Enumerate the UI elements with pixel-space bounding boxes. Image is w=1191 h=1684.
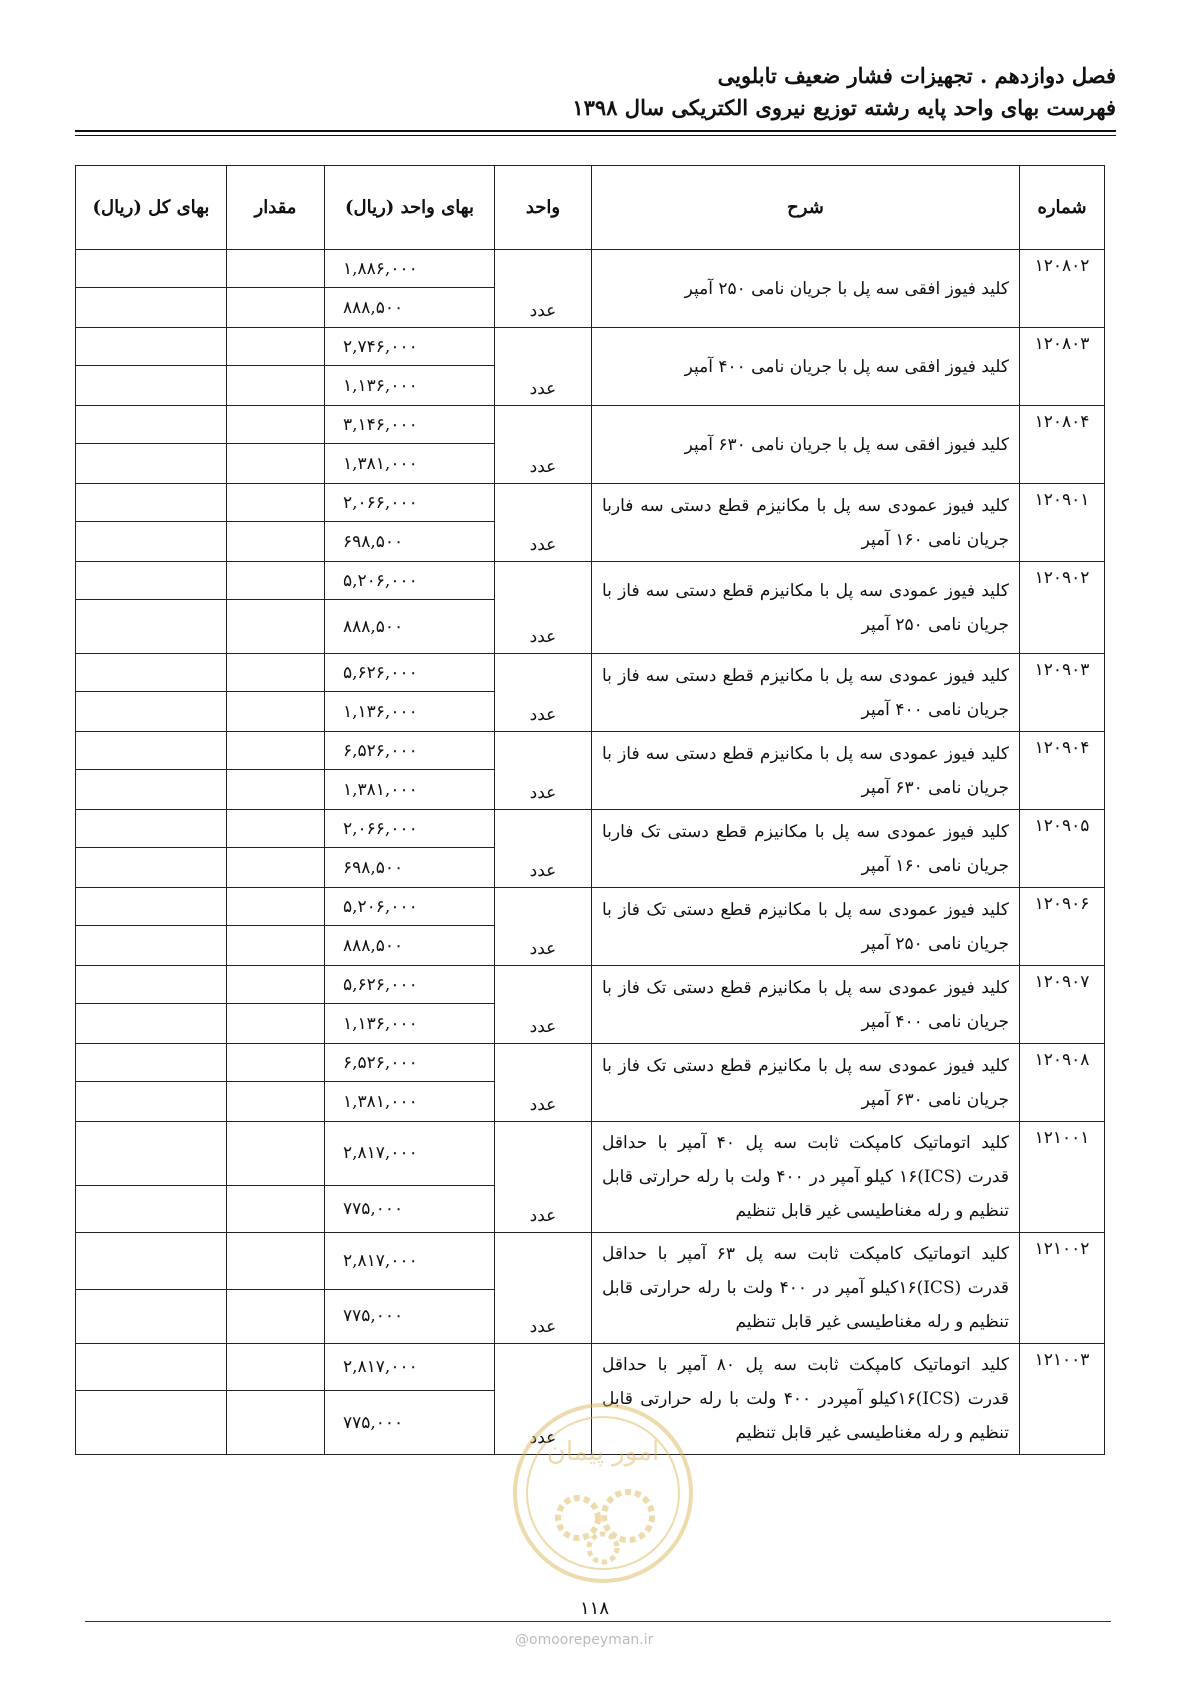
table-row — [76, 1344, 1105, 1391]
item-unit-price-alt: ۱,۳۸۱,۰۰۰ — [325, 444, 495, 484]
item-unit-price-alt: ۶۹۸,۵۰۰ — [325, 522, 495, 562]
item-description: کلید اتوماتیک کامپکت ثابت سه پل ۸۰ آمپر با حداقل قدرت (ICS)۱۶کیلو آمپردر ۴۰۰ ولت با رله حرارتی قابل تنظیم و رله مغناطیسی غیر قابل تنظیم — [592, 1344, 1020, 1455]
item-quantity-cell — [227, 654, 325, 692]
item-unit-price-alt: ۱,۳۸۱,۰۰۰ — [325, 1082, 495, 1122]
item-total-cell — [76, 250, 227, 288]
table-row — [76, 1122, 1105, 1186]
item-total-cell — [76, 406, 227, 444]
item-unit-price-alt: ۱,۱۳۶,۰۰۰ — [325, 366, 495, 406]
item-quantity-cell — [227, 484, 325, 522]
item-quantity-cell — [227, 328, 325, 366]
table-row — [76, 654, 1105, 692]
item-total-cell — [76, 288, 227, 328]
item-unit: عدد — [495, 328, 592, 406]
item-quantity-cell — [227, 1344, 325, 1391]
item-total-cell — [76, 848, 227, 888]
item-total-cell — [76, 1122, 227, 1186]
item-unit-price: ۲,۸۱۷,۰۰۰ — [325, 1344, 495, 1391]
item-quantity-cell — [227, 888, 325, 926]
item-number: ۱۲۱۰۰۳ — [1020, 1344, 1105, 1455]
item-total-cell — [76, 1391, 227, 1455]
item-unit: عدد — [495, 1344, 592, 1455]
item-number: ۱۲۰۸۰۴ — [1020, 406, 1105, 484]
list-title: فهرست بهای واحد پایه رشته توزیع نیروی الکتریکی سال ۱۳۹۸ — [572, 95, 1116, 120]
item-number: ۱۲۰۹۰۱ — [1020, 484, 1105, 562]
item-unit-price: ۵,۶۲۶,۰۰۰ — [325, 654, 495, 692]
item-description: کلید فیوز افقی سه پل با جریان نامی ۴۰۰ آمپر — [592, 328, 1020, 406]
seal-text: امور پیمان — [546, 1437, 660, 1467]
item-unit-price: ۲,۷۴۶,۰۰۰ — [325, 328, 495, 366]
item-quantity-cell — [227, 966, 325, 1004]
item-unit-price: ۲,۸۱۷,۰۰۰ — [325, 1122, 495, 1186]
item-quantity-cell — [227, 770, 325, 810]
item-number: ۱۲۱۰۰۲ — [1020, 1233, 1105, 1344]
item-total-cell — [76, 1044, 227, 1082]
item-description: کلید فیوز عمودی سه پل با مکانیزم قطع دستی تک فاز با جریان نامی ۶۳۰ آمپر — [592, 1044, 1020, 1122]
item-unit: عدد — [495, 888, 592, 966]
item-unit-price-alt: ۷۷۵,۰۰۰ — [325, 1391, 495, 1455]
item-quantity-cell — [227, 366, 325, 406]
item-description: کلید فیوز عمودی سه پل با مکانیزم قطع دستی تک فاز با جریان نامی ۲۵۰ آمپر — [592, 888, 1020, 966]
col-number-header: شماره — [1020, 166, 1105, 250]
col-quantity-header: مقدار — [227, 166, 325, 250]
item-description: کلید فیوز افقی سه پل با جریان نامی ۶۳۰ آمپر — [592, 406, 1020, 484]
item-number: ۱۲۰۹۰۵ — [1020, 810, 1105, 888]
table-row — [76, 888, 1105, 926]
col-unit-header: واحد — [495, 166, 592, 250]
col-description-header: شرح — [592, 166, 1020, 250]
item-unit: عدد — [495, 654, 592, 732]
item-unit: عدد — [495, 1044, 592, 1122]
item-number: ۱۲۰۹۰۳ — [1020, 654, 1105, 732]
item-description: کلید فیوز افقی سه پل با جریان نامی ۲۵۰ آمپر — [592, 250, 1020, 328]
item-total-cell — [76, 562, 227, 600]
item-total-cell — [76, 328, 227, 366]
page-header — [66, 60, 1116, 124]
item-unit-price-alt: ۱,۳۸۱,۰۰۰ — [325, 770, 495, 810]
item-number: ۱۲۰۹۰۸ — [1020, 1044, 1105, 1122]
table-row — [76, 562, 1105, 600]
item-total-cell — [76, 1082, 227, 1122]
item-quantity-cell — [227, 692, 325, 732]
item-unit-price: ۱,۸۸۶,۰۰۰ — [325, 250, 495, 288]
item-number: ۱۲۰۹۰۷ — [1020, 966, 1105, 1044]
item-unit-price: ۳,۱۴۶,۰۰۰ — [325, 406, 495, 444]
watermark-text: @omoorepeyman.ir — [515, 1632, 654, 1648]
item-number: ۱۲۰۹۰۶ — [1020, 888, 1105, 966]
item-total-cell — [76, 1344, 227, 1391]
item-unit-price-alt: ۱,۱۳۶,۰۰۰ — [325, 692, 495, 732]
item-quantity-cell — [227, 562, 325, 600]
item-quantity-cell — [227, 732, 325, 770]
item-description: کلید فیوز عمودی سه پل با مکانیزم قطع دستی سه فاز با جریان نامی ۲۵۰ آمپر — [592, 562, 1020, 654]
item-number: ۱۲۰۹۰۴ — [1020, 732, 1105, 810]
item-total-cell — [76, 1185, 227, 1232]
item-quantity-cell — [227, 1122, 325, 1186]
item-unit-price: ۵,۲۰۶,۰۰۰ — [325, 888, 495, 926]
item-unit-price: ۲,۰۶۶,۰۰۰ — [325, 484, 495, 522]
item-number: ۱۲۰۸۰۳ — [1020, 328, 1105, 406]
item-quantity-cell — [227, 1233, 325, 1290]
item-unit-price-alt: ۸۸۸,۵۰۰ — [325, 288, 495, 328]
table-row — [76, 484, 1105, 522]
item-unit-price: ۲,۸۱۷,۰۰۰ — [325, 1233, 495, 1290]
item-quantity-cell — [227, 444, 325, 484]
item-total-cell — [76, 926, 227, 966]
item-unit-price: ۶,۵۲۶,۰۰۰ — [325, 1044, 495, 1082]
item-quantity-cell — [227, 1082, 325, 1122]
item-quantity-cell — [227, 250, 325, 288]
table-row — [76, 328, 1105, 366]
price-table — [75, 165, 1105, 1455]
item-total-cell — [76, 966, 227, 1004]
item-total-cell — [76, 1004, 227, 1044]
item-unit: عدد — [495, 966, 592, 1044]
item-total-cell — [76, 522, 227, 562]
item-unit-price-alt: ۸۸۸,۵۰۰ — [325, 600, 495, 654]
item-unit-price: ۵,۲۰۶,۰۰۰ — [325, 562, 495, 600]
item-unit-price-alt: ۷۷۵,۰۰۰ — [325, 1185, 495, 1232]
item-total-cell — [76, 1233, 227, 1290]
table-row — [76, 406, 1105, 444]
footer-rule — [85, 1621, 1111, 1622]
chapter-title: فصل دوازدهم . تجهیزات فشار ضعیف تابلویی — [717, 63, 1116, 88]
item-number: ۱۲۰۹۰۲ — [1020, 562, 1105, 654]
item-quantity-cell — [227, 1004, 325, 1044]
page-number: ۱۱۸ — [580, 1598, 610, 1619]
item-description: کلید فیوز عمودی سه پل با مکانیزم قطع دستی تک فاربا جریان نامی ۱۶۰ آمپر — [592, 810, 1020, 888]
item-total-cell — [76, 484, 227, 522]
item-quantity-cell — [227, 522, 325, 562]
col-total-price-header: بهای کل (ریال) — [76, 166, 227, 250]
item-unit: عدد — [495, 406, 592, 484]
table-row — [76, 966, 1105, 1004]
item-number: ۱۲۱۰۰۱ — [1020, 1122, 1105, 1233]
col-unit-price-header: بهای واحد (ریال) — [325, 166, 495, 250]
item-description: کلید اتوماتیک کامپکت ثابت سه پل ۶۳ آمپر با حداقل قدرت (ICS)۱۶کیلو آمپر در ۴۰۰ ولت با رله حرارتی قابل تنظیم و رله مغناطیسی غیر قابل تنظیم — [592, 1233, 1020, 1344]
item-quantity-cell — [227, 848, 325, 888]
item-unit: عدد — [495, 1122, 592, 1233]
item-quantity-cell — [227, 810, 325, 848]
item-description: کلید فیوز عمودی سه پل با مکانیزم قطع دستی سه فاز با جریان نامی ۶۳۰ آمپر — [592, 732, 1020, 810]
item-number: ۱۲۰۸۰۲ — [1020, 250, 1105, 328]
item-quantity-cell — [227, 1391, 325, 1455]
table-row — [76, 732, 1105, 770]
table-row — [76, 810, 1105, 848]
item-description: کلید فیوز عمودی سه پل با مکانیزم قطع دستی سه فاز با جریان نامی ۴۰۰ آمپر — [592, 654, 1020, 732]
header-rule-thick — [75, 130, 1116, 132]
item-total-cell — [76, 654, 227, 692]
item-unit-price-alt: ۶۹۸,۵۰۰ — [325, 848, 495, 888]
item-total-cell — [76, 732, 227, 770]
table-row — [76, 250, 1105, 288]
item-unit: عدد — [495, 484, 592, 562]
item-description: کلید فیوز عمودی سه پل با مکانیزم قطع دستی سه فاربا جریان نامی ۱۶۰ آمپر — [592, 484, 1020, 562]
table-row — [76, 1233, 1105, 1290]
item-unit-price: ۶,۵۲۶,۰۰۰ — [325, 732, 495, 770]
item-total-cell — [76, 810, 227, 848]
item-quantity-cell — [227, 1185, 325, 1232]
item-unit: عدد — [495, 250, 592, 328]
item-total-cell — [76, 444, 227, 484]
item-quantity-cell — [227, 600, 325, 654]
header-rule-thin — [75, 135, 1116, 136]
item-unit: عدد — [495, 810, 592, 888]
item-unit: عدد — [495, 732, 592, 810]
item-unit-price: ۵,۶۲۶,۰۰۰ — [325, 966, 495, 1004]
table-row — [76, 1044, 1105, 1082]
item-unit: عدد — [495, 1233, 592, 1344]
item-quantity-cell — [227, 288, 325, 328]
item-quantity-cell — [227, 926, 325, 966]
item-unit-price-alt: ۷۷۵,۰۰۰ — [325, 1289, 495, 1343]
item-description: کلید فیوز عمودی سه پل با مکانیزم قطع دستی تک فاز با جریان نامی ۴۰۰ آمپر — [592, 966, 1020, 1044]
item-quantity-cell — [227, 406, 325, 444]
item-quantity-cell — [227, 1044, 325, 1082]
item-total-cell — [76, 888, 227, 926]
item-total-cell — [76, 600, 227, 654]
item-description: کلید اتوماتیک کامپکت ثابت سه پل ۴۰ آمپر با حداقل قدرت (ICS)۱۶ کیلو آمپر در ۴۰۰ ولت با رله حرارتی قابل تنظیم و رله مغناطیسی غیر قابل تنظیم — [592, 1122, 1020, 1233]
item-total-cell — [76, 1289, 227, 1343]
item-total-cell — [76, 770, 227, 810]
item-unit-price-alt: ۸۸۸,۵۰۰ — [325, 926, 495, 966]
table-header-row — [76, 166, 1105, 250]
item-unit-price: ۲,۰۶۶,۰۰۰ — [325, 810, 495, 848]
item-unit-price-alt: ۱,۱۳۶,۰۰۰ — [325, 1004, 495, 1044]
item-quantity-cell — [227, 1289, 325, 1343]
item-total-cell — [76, 692, 227, 732]
item-total-cell — [76, 366, 227, 406]
item-unit: عدد — [495, 562, 592, 654]
